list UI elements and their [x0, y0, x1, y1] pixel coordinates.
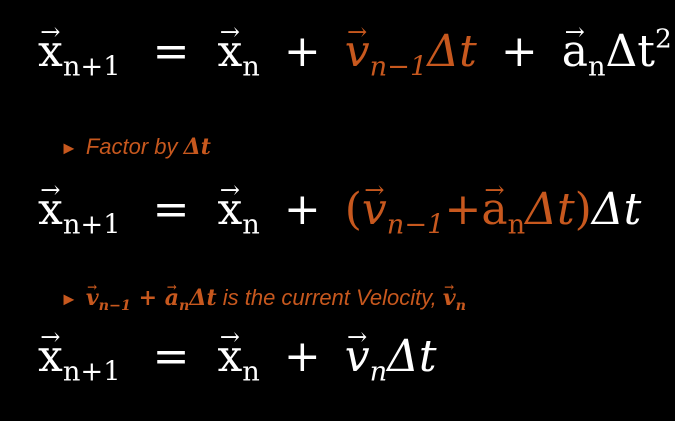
delta-t: Δt — [591, 184, 642, 235]
subscript: n — [587, 51, 606, 83]
v-vector-symbol: → v — [362, 188, 387, 232]
subscript: n — [242, 51, 260, 83]
x-vector-symbol: → x — [217, 30, 242, 74]
equals-sign: = — [152, 331, 190, 382]
subscript: n+1 — [62, 356, 121, 388]
x-vector-symbol: → x — [38, 188, 63, 232]
plus-sign: + — [444, 184, 482, 235]
exponent: 2 — [654, 23, 672, 55]
x-vector-symbol: → x — [217, 335, 242, 379]
x-vector-symbol: → x — [217, 188, 242, 232]
subscript: n — [507, 209, 526, 241]
note-current-velocity — [60, 285, 467, 314]
note-text: Factor by — [85, 134, 184, 159]
v-vector-symbol: → v — [345, 30, 370, 74]
subscript: n — [242, 209, 260, 241]
velocity-group — [344, 184, 592, 241]
delta-t: Δt — [427, 26, 477, 77]
delta-t: Δt — [525, 184, 575, 235]
subscript: n−1 — [386, 209, 445, 241]
plus-sign: + — [283, 331, 321, 382]
subscript: n−1 — [98, 298, 131, 314]
note-text: is the current Velocity, — [216, 285, 443, 310]
open-paren: ( — [344, 184, 362, 235]
equals-sign: = — [152, 26, 190, 77]
x-vector-symbol: → x — [38, 30, 63, 74]
note-math: Δt — [183, 134, 211, 160]
bullet-triangle-icon: ► — [60, 138, 78, 158]
subscript: n+1 — [62, 51, 121, 83]
velocity-term — [344, 26, 477, 83]
subscript: n−1 — [369, 51, 428, 83]
a-vector-symbol: → a — [481, 188, 507, 232]
subscript: n — [455, 298, 467, 314]
v-vector-symbol: → v — [443, 285, 456, 311]
subscript: n — [178, 298, 190, 314]
plus-sign: + — [283, 184, 321, 235]
x-vector-symbol: → x — [38, 335, 63, 379]
plus-sign: + — [283, 26, 321, 77]
v-vector-symbol: → v — [345, 335, 370, 379]
subscript: n+1 — [62, 209, 121, 241]
note-factor — [60, 134, 211, 160]
v-vector-symbol: → v — [86, 285, 99, 311]
subscript: n — [242, 356, 260, 388]
equation-position-final — [38, 331, 437, 388]
equation-position-factored — [38, 184, 642, 241]
delta-t: Δt — [189, 285, 217, 311]
a-vector-symbol: → a — [562, 30, 588, 74]
equation-position-expanded — [38, 23, 672, 83]
plus-sign: + — [130, 285, 165, 311]
subscript: n — [369, 356, 388, 388]
bullet-triangle-icon: ► — [60, 289, 78, 309]
delta-t: Δt — [605, 26, 655, 77]
close-paren: ) — [574, 184, 592, 235]
plus-sign: + — [500, 26, 538, 77]
a-vector-symbol: → a — [165, 285, 179, 311]
equals-sign: = — [152, 184, 190, 235]
delta-t: Δt — [387, 331, 437, 382]
